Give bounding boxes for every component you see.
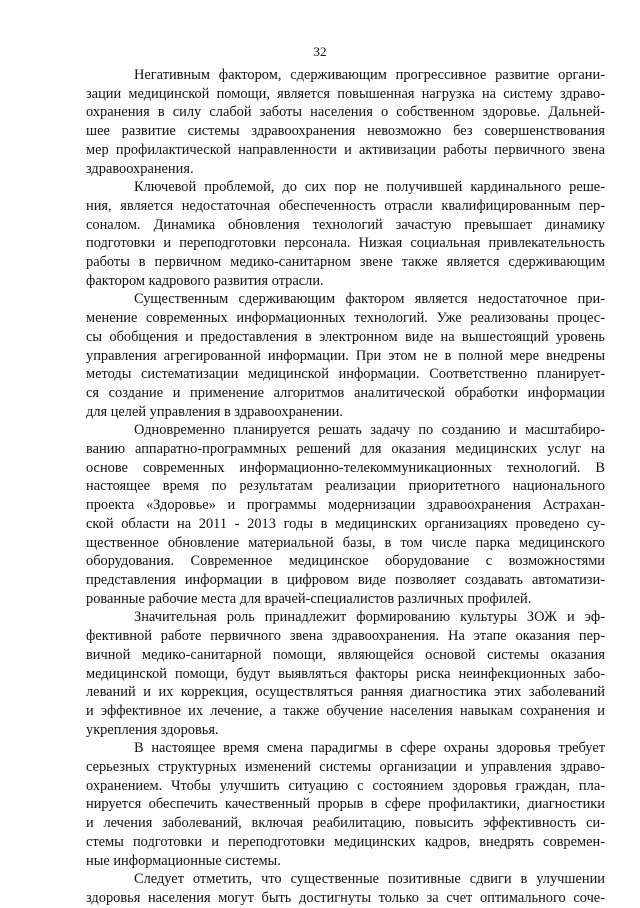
paragraph-hardware-software: [86, 421, 605, 608]
text-line: Значительная роль принадлежит формированию культуры ЗОЖ и эф-: [134, 609, 605, 626]
text-line: рованные рабочие места для врачей-специалистов различных профилей.: [86, 590, 532, 607]
text-line: серьезных структурных изменений системы организации и управления здраво-: [86, 759, 605, 776]
text-line: медицинской помощи, будут выявляться факторы риска неинфекционных забо-: [86, 665, 605, 682]
paragraph-healthy-lifestyle: [86, 608, 605, 739]
paragraph-paradigm-shift: [86, 739, 605, 870]
text-line: менение современных информационных технологий. Уже реализованы процес-: [86, 310, 605, 327]
text-line: методы систематизации медицинской информации. Соответственно планирует-: [86, 366, 605, 383]
text-line: настоящее время по результатам реализации приоритетного национального: [86, 478, 605, 495]
text-line: ванию аппаратно-программных решений для оказания медицинских услуг на: [86, 441, 605, 458]
text-line: сы обобщения и предоставления в электронном виде на вышестоящий уровень: [86, 328, 605, 345]
text-line: Негативным фактором, сдерживающим прогрессивное развитие органи-: [134, 67, 605, 83]
text-line: щественное обновление материальной базы, в том числе парка медицинского: [86, 534, 605, 551]
text-line: ся создание и применение алгоритмов аналитической обработки информации: [86, 384, 605, 401]
text-line: В настоящее время смена парадигмы в сфере охраны здоровья требует: [134, 740, 605, 757]
text-line: и лечения заболеваний, включая реабилитацию, повысить эффективность си-: [86, 815, 605, 832]
text-line: вичной медико-санитарной помощи, являющейся основой системы оказания: [86, 646, 605, 663]
text-line: ные информационные системы.: [86, 852, 281, 869]
text-line: управления агрегированной информации. При этом не в полной мере внедрены: [86, 347, 605, 364]
text-line: мер профилактической направленности и активизации работы первичного звена: [86, 141, 605, 158]
text-line: шее развитие системы здравоохранения невозможно без совершенствования: [86, 123, 605, 140]
page-number: 32: [313, 44, 327, 59]
text-line: и эффективное их лечение, а также обучение населения навыкам сохранения и: [86, 702, 605, 719]
text-line: фективной работе первичного звена здравоохранения. На этапе оказания пер-: [86, 628, 605, 645]
text-line: Ключевой проблемой, до сих пор не получившей кардинального реше-: [134, 179, 605, 196]
paragraph-negative-factor: [86, 66, 605, 178]
text-line: представления информации в цифровом виде позволяет создавать автоматизи-: [86, 571, 605, 588]
text-line: основе современных информационно-телекоммуникационных технологий. В: [86, 459, 605, 476]
text-line: охранения в силу слабой заботы населения о собственном здоровье. Дальней-: [86, 104, 605, 121]
text-line: работы в первичном медико-санитарном звене также является сдерживающим: [86, 254, 605, 271]
text-line: для целей управления в здравоохранении.: [86, 403, 343, 420]
text-line: охранением. Чтобы улучшить ситуацию с состоянием здоровья граждан, пла-: [86, 777, 605, 794]
text-line: зации медицинской помощи, является повышенная нагрузка на систему здраво-: [86, 85, 605, 102]
text-line: здравоохранения.: [86, 160, 194, 177]
text-line: нируется обеспечить качественный прорыв в сфере профилактики, диагностики: [86, 796, 605, 813]
text-line: ния, является недостаточная обеспеченность отрасли квалифицированным пер-: [86, 197, 605, 214]
text-line: леваний и их коррекция, осуществляться ранняя диагностика этих заболеваний: [86, 684, 605, 701]
text-line: ской области на 2011 - 2013 годы в медицинских организациях проведено су-: [86, 515, 605, 532]
text-line: Существенным сдерживающим фактором является недостаточное при-: [134, 291, 605, 308]
text-line: Следует отметить, что существенные позитивные сдвиги в улучшении: [134, 871, 605, 888]
paragraph-information-technologies: [86, 290, 605, 421]
text-line: соналом. Динамика обновления технологий зачастую превышает динамику: [86, 216, 605, 233]
paragraph-key-problem: [86, 178, 605, 290]
text-line: здоровья населения могут быть достигнуты только за счет оптимального соче-: [86, 889, 605, 906]
text-line: фактором кадрового развития отрасли.: [86, 272, 324, 289]
text-line: укрепления здоровья.: [86, 721, 219, 738]
body-text: [86, 66, 605, 908]
text-line: оборудования. Современное медицинское оборудование с возможностями: [86, 553, 605, 570]
text-line: Одновременно планируется решать задачу по созданию и масштабиро-: [134, 422, 605, 439]
text-line: стемы подготовки и переподготовки медицинских кадров, внедрять современ-: [86, 833, 605, 850]
paragraph-positive-shifts: [86, 870, 605, 907]
text-line: подготовки и переподготовки персонала. Низкая социальная привлекательность: [86, 235, 605, 252]
text-line: проекта «Здоровье» и программы модернизации здравоохранения Астрахан-: [86, 497, 605, 514]
